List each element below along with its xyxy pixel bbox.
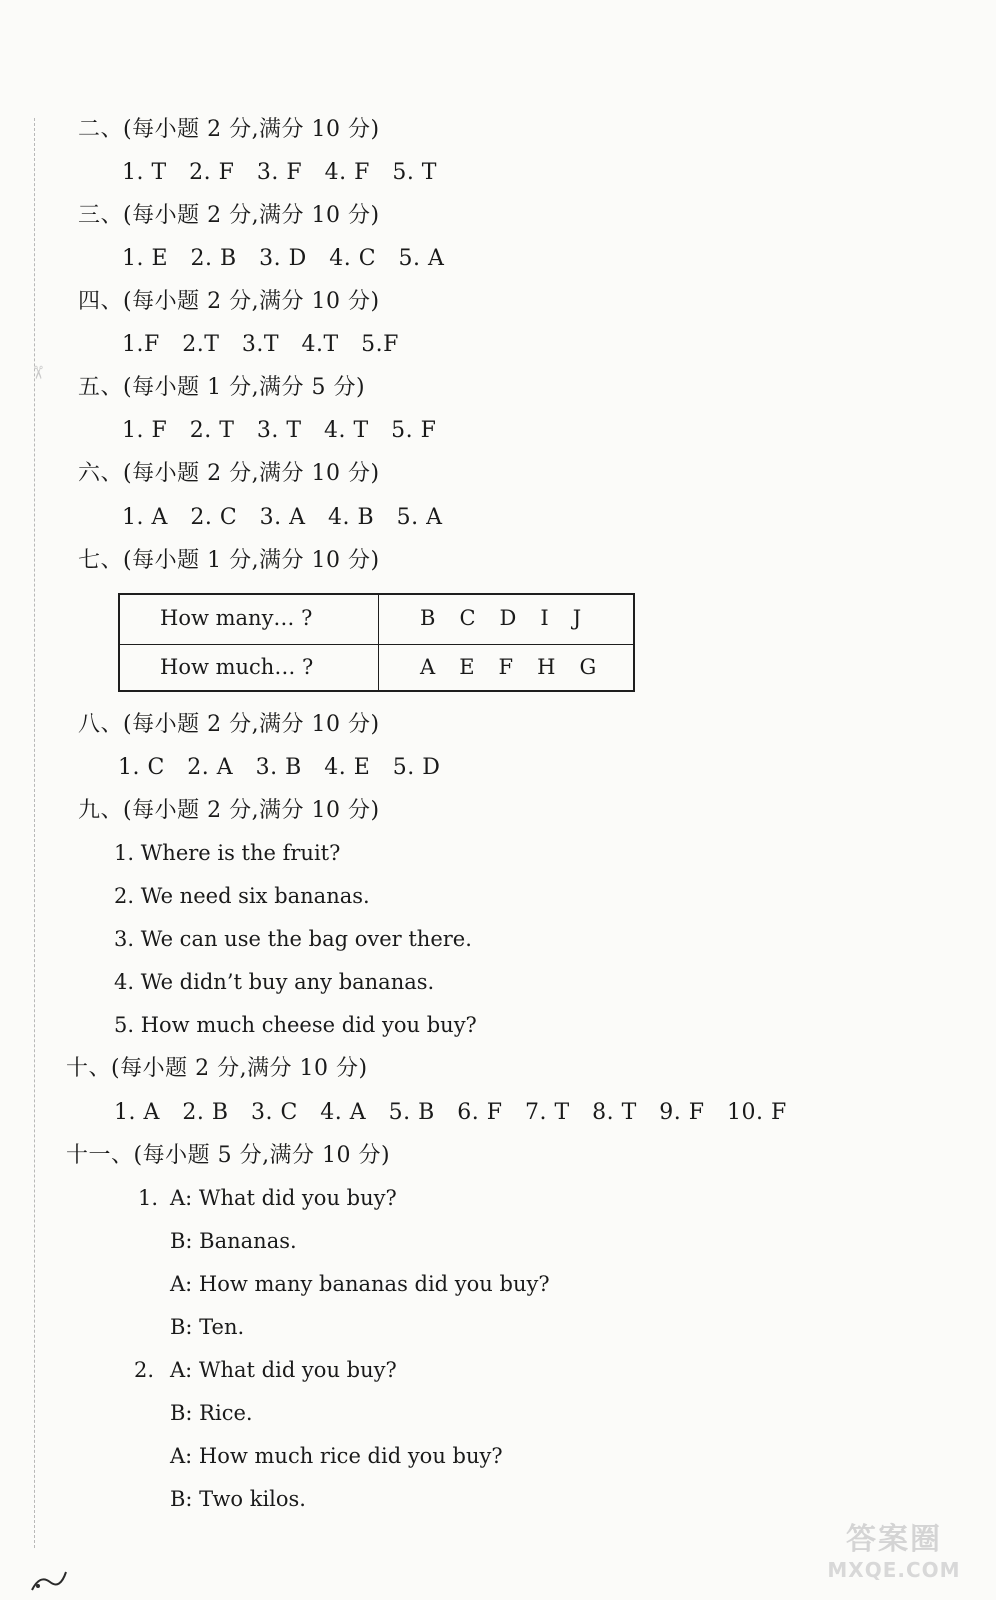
sentence-line: 2. We need six bananas. [114,884,370,908]
binding-mark-icon: ✂ [27,365,48,381]
sentence-line: 5. How much cheese did you buy? [114,1013,477,1037]
dialogue-line: A: How many bananas did you buy? [170,1272,550,1296]
dialogue-line: B: Rice. [170,1401,253,1425]
section-header: 八、(每小题 2 分,满分 10 分) [78,712,380,737]
watermark-logo-text: 答案圈 [846,1522,942,1557]
watermark-url: MXQE.COM [827,1558,961,1582]
section-header: 四、(每小题 2 分,满分 10 分) [78,289,380,314]
corner-decoration-icon [28,1564,68,1594]
table-row [120,644,633,693]
section-header: 三、(每小题 2 分,满分 10 分) [78,203,380,228]
section-header: 六、(每小题 2 分,满分 10 分) [78,461,380,486]
dialogue-line: A: What did you buy? [170,1358,397,1382]
answer-line: 1.F 2.T 3.T 4.T 5.F [122,332,399,357]
sentence-line: 4. We didn’t buy any bananas. [114,970,435,994]
section-header: 五、(每小题 1 分,满分 5 分) [78,375,366,400]
answer-line: 1. C 2. A 3. B 4. E 5. D [118,755,441,780]
dialogue-line: B: Bananas. [170,1229,297,1253]
table-letters-cell: B C D I J [420,606,583,630]
dialogue-line: A: What did you buy? [170,1186,397,1210]
section-header: 七、(每小题 1 分,满分 10 分) [78,548,380,573]
section-header: 二、(每小题 2 分,满分 10 分) [78,117,380,142]
answer-line: 1. F 2. T 3. T 4. T 5. F [122,418,437,443]
section-header: 九、(每小题 2 分,满分 10 分) [78,798,380,823]
table-question-cell: How many… ? [160,606,313,630]
watermark-logo [814,1514,974,1584]
answer-line: 1. A 2. C 3. A 4. B 5. A [122,505,443,530]
dialogue-number: 2. [134,1358,155,1382]
sentence-line: 1. Where is the fruit? [114,841,341,865]
answer-line: 1. E 2. B 3. D 4. C 5. A [122,246,445,271]
binding-dashed-line [34,118,35,1548]
table-question-cell: How much… ? [160,655,314,679]
table-letters-cell: A E F H G [420,655,598,679]
dialogue-number: 1. [138,1186,159,1210]
section-header: 十、(每小题 2 分,满分 10 分) [66,1056,368,1081]
dialogue-line: B: Ten. [170,1315,245,1339]
sentence-line: 3. We can use the bag over there. [114,927,472,951]
dialogue-line: B: Two kilos. [170,1487,306,1511]
table-row [120,595,633,645]
answer-table [118,593,635,692]
section-header: 十一、(每小题 5 分,满分 10 分) [66,1143,391,1168]
answer-line: 1. A 2. B 3. C 4. A 5. B 6. F 7. T 8. T 9. F 10. F [114,1100,787,1125]
answer-line: 1. T 2. F 3. F 4. F 5. T [122,160,437,185]
dialogue-line: A: How much rice did you buy? [170,1444,503,1468]
